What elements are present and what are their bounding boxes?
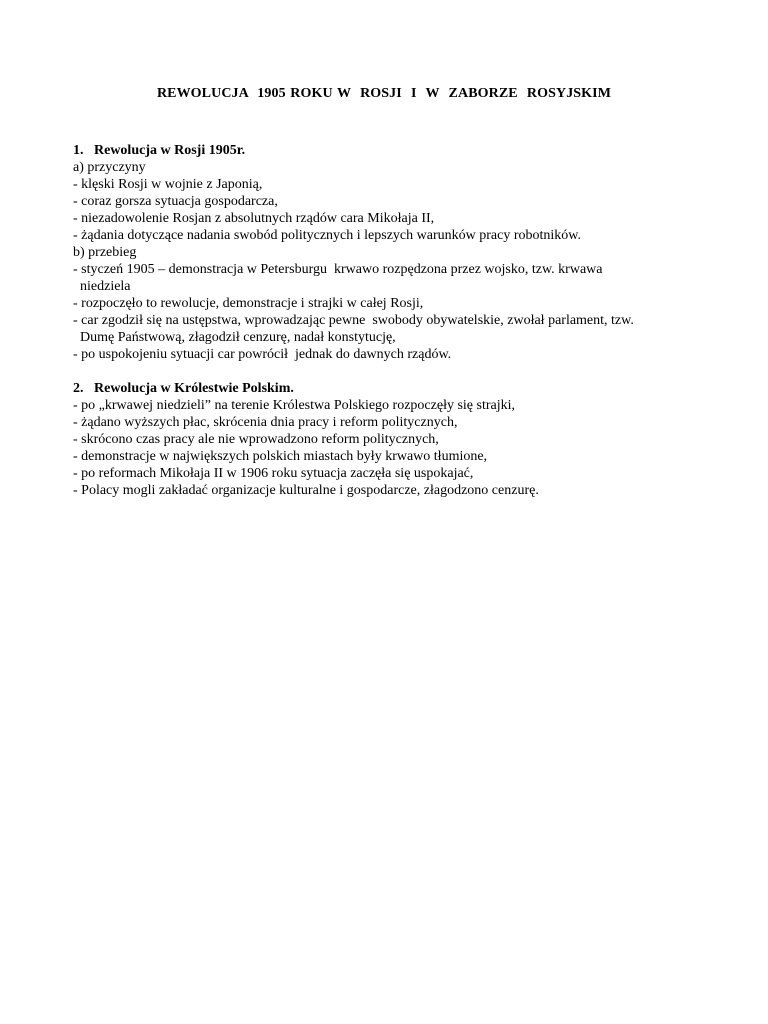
list-item-continuation: niedziela: [73, 279, 131, 294]
list-item: - demonstracje w największych polskich miastach były krwawo tłumione,: [73, 449, 488, 464]
list-item: - po reformach Mikołaja II w 1906 roku sytuacja zaczęła się uspokajać,: [73, 466, 474, 481]
section-1-subheading-course: b) przebieg: [73, 245, 137, 260]
list-item: - Polacy mogli zakładać organizacje kulturalne i gospodarcze, złagodzono cenzurę.: [73, 483, 539, 498]
document-body: [73, 142, 713, 499]
list-item: - skrócono czas pracy ale nie wprowadzono reform politycznych,: [73, 432, 439, 447]
list-item: - coraz gorsza sytuacja gospodarcza,: [73, 194, 278, 209]
section-1-subheading-causes: a) przyczyny: [73, 160, 146, 175]
list-item: - klęski Rosji w wojnie z Japonią,: [73, 177, 263, 192]
list-item: - żądania dotyczące nadania swobód politycznych i lepszych warunków pracy robotników.: [73, 228, 581, 243]
section-spacer: [73, 363, 713, 380]
section-2-heading: 2. Rewolucja w Królestwie Polskim.: [73, 381, 294, 396]
list-item: - niezadowolenie Rosjan z absolutnych rządów cara Mikołaja II,: [73, 211, 435, 226]
document-title: REWOLUCJA 1905 ROKU W ROSJI I W ZABORZE ROSYJSKIM: [156, 86, 612, 101]
list-item: - po uspokojeniu sytuacji car powrócił jednak do dawnych rządów.: [73, 347, 452, 362]
list-item: - rozpoczęło to rewolucje, demonstracje i strajki w całej Rosji,: [73, 296, 424, 311]
list-item: - car zgodził się na ustępstwa, wprowadzając pewne swobody obywatelskie, zwołał parlament, tzw.: [73, 313, 634, 328]
list-item-continuation: Dumę Państwową, złagodził cenzurę, nadał konstytucję,: [73, 330, 396, 345]
section-1-heading: 1. Rewolucja w Rosji 1905r.: [73, 143, 246, 158]
list-item: - żądano wyższych płac, skrócenia dnia pracy i reform politycznych,: [73, 415, 458, 430]
list-item: - po „krwawej niedzieli” na terenie Królestwa Polskiego rozpoczęły się strajki,: [73, 398, 516, 413]
list-item: - styczeń 1905 – demonstracja w Petersburgu krwawo rozpędzona przez wojsko, tzw. krwawa: [73, 262, 603, 277]
